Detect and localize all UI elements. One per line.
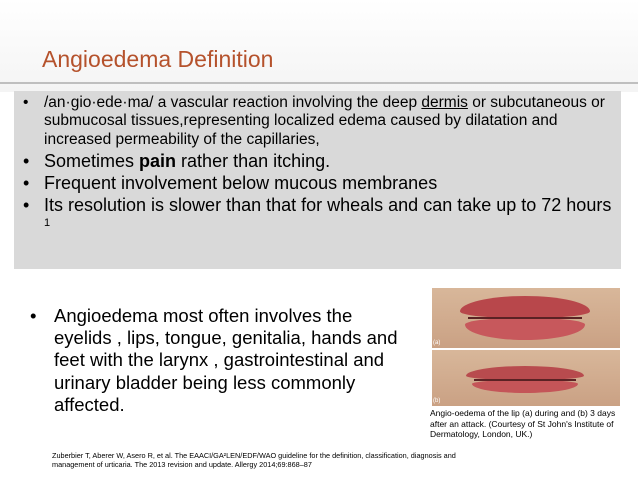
figure-caption: Angio-oedema of the lip (a) during and (b) 3 days after an attack. (Courtesy of St John's Institute of Dermatology, London, UK.) [430,408,616,440]
definition-text-post: or subcutaneous or submucosal tissues,representing localized edema caused by dilatation and increased permeability of the capillaries, [44,94,605,148]
pain-text-pre: Sometimes [44,150,140,171]
lip-line [468,317,582,319]
pain-text-post: rather than itching. [176,150,331,171]
bullet-dot: • [30,305,37,326]
upper-lip [466,366,584,380]
lip-line [474,379,576,381]
definition-underlined-term: dermis [421,94,468,111]
bullet-dot: • [23,94,29,111]
slide-title: Angioedema Definition [42,46,274,72]
bullet-definition [14,94,614,149]
sites-bullet [30,305,402,416]
pain-bold-term: pain [139,150,177,171]
bullet-pain [14,151,614,172]
bullet-dot: • [23,195,30,216]
upper-lip [460,296,590,318]
bullet-resolution [14,195,614,237]
lip-photo-during-attack [432,288,620,348]
resolution-text: Its resolution is slower than that for wheals and can take up to 72 hours [44,195,612,216]
mucous-text: Frequent involvement below mucous membranes [44,173,438,194]
definition-bullets [14,94,614,238]
bullet-mucous [14,173,614,194]
footnote-marker: 1 [44,216,51,229]
photo-label-b: (b) [433,398,441,404]
definition-text-pre: /an·gio·ede·ma/ a vascular reaction involving the deep [44,94,422,111]
photo-label-a: (a) [433,340,441,346]
lip-photo-after-attack [432,350,620,406]
lower-lip [472,380,578,393]
sites-text: Angioedema most often involves the eyelids , lips, tongue, genitalia, hands and feet with the larynx , gastrointestinal and urinary bladder being less commonly affected. [54,305,398,415]
lower-lip [465,318,585,340]
bullet-dot: • [23,173,30,194]
title-divider [0,82,638,84]
bullet-dot: • [23,150,30,171]
reference-citation: Zuberbier T, Aberer W, Asero R, et al. The EAACI/GA²LEN/EDF/WAO guideline for the definition, classification, diagnosis and management of urticaria. The 2013 revision and update. Allergy 2014;69:868–87 [52,451,456,470]
